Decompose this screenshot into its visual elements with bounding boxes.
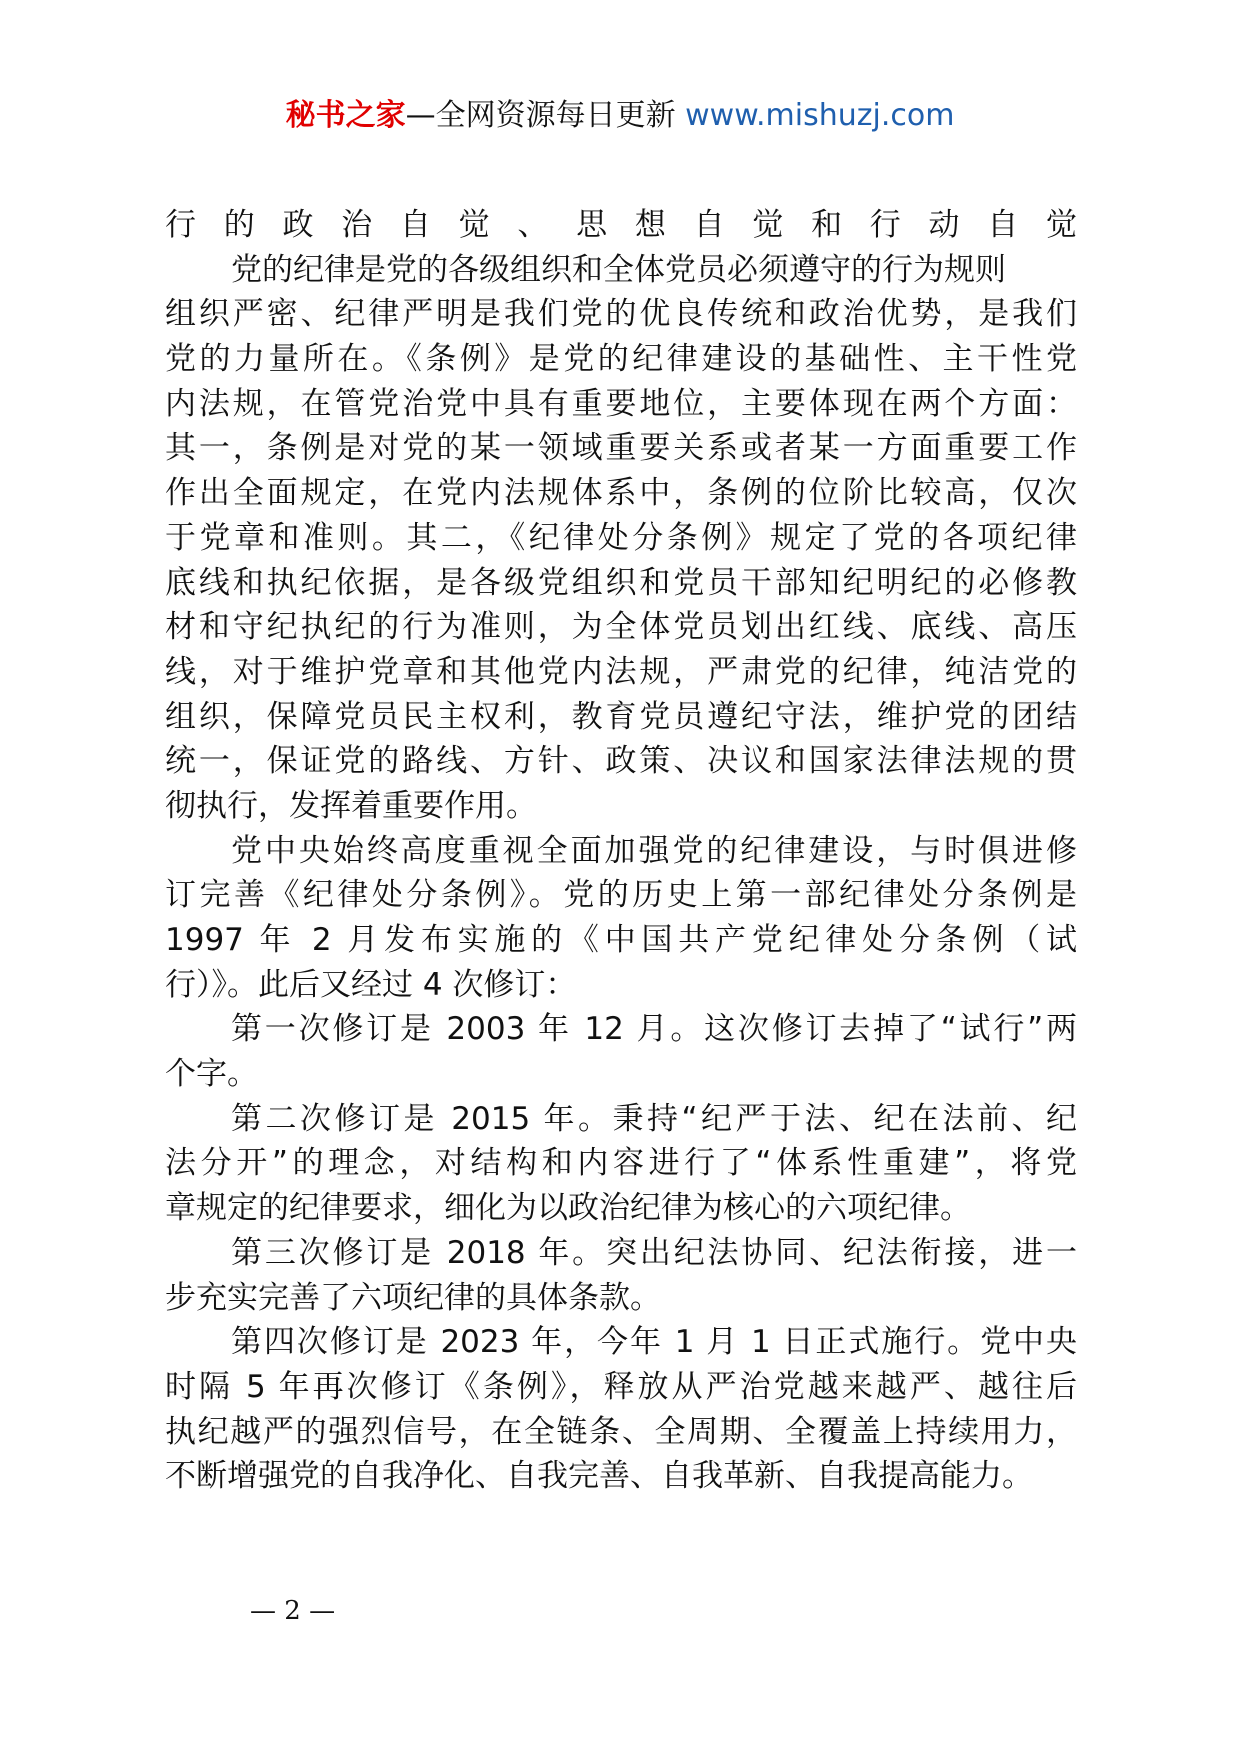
text-line: 内法规，在管党治党中具有重要地位，主要体现在两个方面： (165, 385, 1077, 422)
document-body (165, 203, 1077, 1499)
text-line: 第一次修订是 2003 年 12 月。这次修订去掉了“试行”两 (231, 1011, 1077, 1048)
page-number: — 2 — (250, 1596, 336, 1626)
text-line: 个字。 (165, 1056, 258, 1093)
text-line: 底线和执纪依据，是各级党组织和党员干部知纪明纪的必修教 (165, 564, 1077, 601)
text-line: 订完善《纪律处分条例》。党的历史上第一部纪律处分条例是 (165, 877, 1077, 914)
site-url-link[interactable]: www.mishuzj.com (685, 98, 955, 133)
site-banner (0, 96, 1240, 136)
text-line: 作出全面规定，在党内法规体系中，条例的位阶比较高，仅次 (165, 475, 1077, 512)
text-line: 党的纪律是党的各级组织和全体党员必须遵守的行为规则 (231, 251, 1006, 288)
text-line: 其一，条例是对党的某一领域重要关系或者某一方面重要工作 (165, 430, 1077, 467)
text-line: 统一，保证党的路线、方针、政策、决议和国家法律法规的贯 (165, 743, 1077, 780)
text-line: 党的力量所在。《条例》是党的纪律建设的基础性、主干性党 (165, 341, 1077, 378)
text-line: 材和守纪执纪的行为准则，为全体党员划出红线、底线、高压 (165, 609, 1077, 646)
text-line: 1997 年 2 月发布实施的《中国共产党纪律处分条例（试 (165, 922, 1077, 958)
text-line: 第二次修订是 2015 年。秉持“纪严于法、纪在法前、纪 (231, 1100, 1077, 1137)
text-line: 章规定的纪律要求，细化为以政治纪律为核心的六项纪律。 (165, 1190, 971, 1227)
text-line: 行的政治自觉、思想自觉和行动自觉 (165, 207, 1077, 243)
text-line: 组织，保障党员民主权利，教育党员遵纪守法，维护党的团结 (165, 698, 1077, 735)
banner-tagline: —全网资源每日更新 (405, 98, 676, 133)
text-line: 党中央始终高度重视全面加强党的纪律建设，与时俱进修 (231, 832, 1077, 869)
text-line: 时隔 5 年再次修订《条例》，释放从严治党越来越严、越往后 (165, 1368, 1077, 1405)
text-line: 执纪越严的强烈信号，在全链条、全周期、全覆盖上持续用力， (165, 1413, 1077, 1450)
text-line: 于党章和准则。其二，《纪律处分条例》规定了党的各项纪律 (165, 519, 1077, 556)
text-line: 第四次修订是 2023 年，今年 1 月 1 日正式施行。党中央 (231, 1324, 1077, 1361)
text-line: 组织严密、纪律严明是我们党的优良传统和政治优势，是我们 (165, 296, 1077, 333)
brand-name: 秘书之家 (285, 98, 406, 133)
text-line: 线，对于维护党章和其他党内法规，严肃党的纪律，纯洁党的 (165, 653, 1077, 690)
text-line: 第三次修订是 2018 年。突出纪法协同、纪法衔接，进一 (231, 1234, 1077, 1271)
text-line: 行）》。此后又经过 4 次修订： (165, 966, 577, 1003)
text-line: 彻执行，发挥着重要作用。 (165, 787, 537, 824)
text-line: 法分开”的理念，对结构和内容进行了“体系性重建”，将党 (165, 1145, 1077, 1182)
text-line: 步充实完善了六项纪律的具体条款。 (165, 1279, 661, 1316)
text-line: 不断增强党的自我净化、自我完善、自我革新、自我提高能力。 (165, 1458, 1033, 1495)
